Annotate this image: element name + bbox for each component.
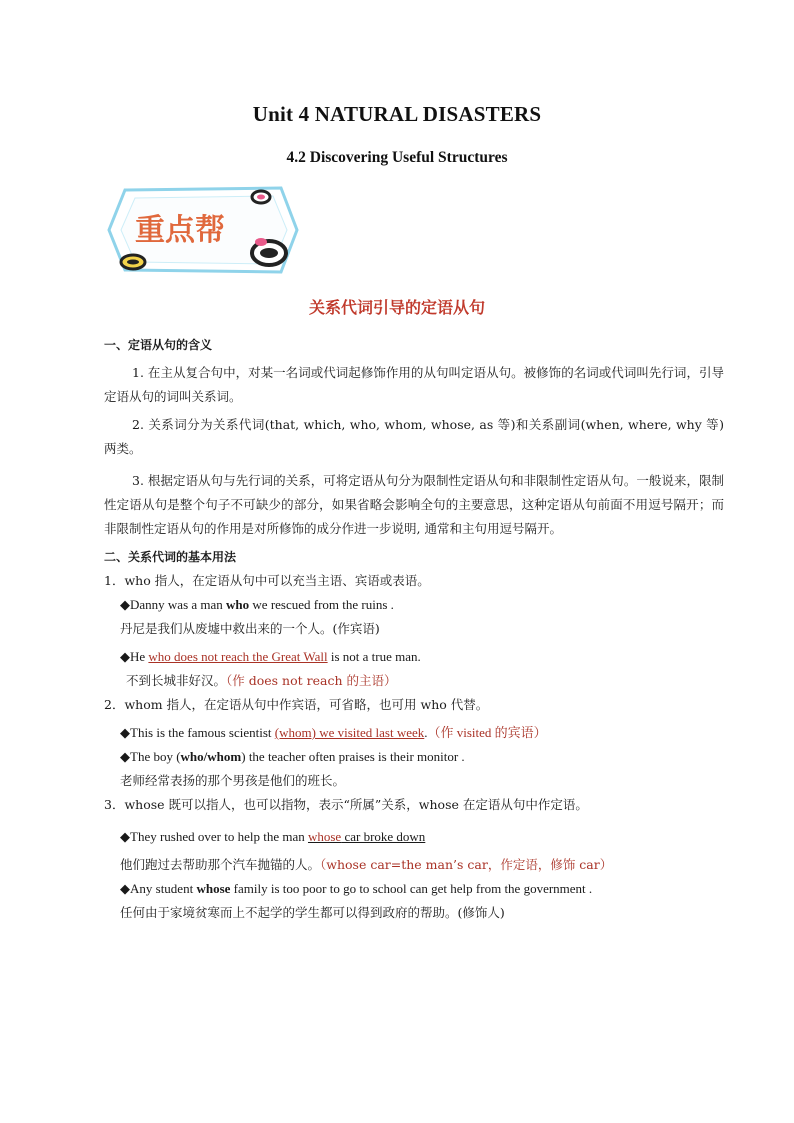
usage-item-whom: 2．whom 指人，在定语从句中作宾语，可省略，也可用 who 代替。	[104, 697, 489, 712]
heading-meaning: 一、定语从句的含义	[104, 338, 213, 352]
example-sentence: ◆This is the famous scientist (whom) we visited last week.（作 visited 的宾语）	[120, 725, 547, 740]
example-translation: 他们跑过去帮助那个汽车抛锚的人。（whose car=the man’s car，作定语，修饰 car）	[120, 857, 613, 872]
document-title: Unit 4 NATURAL DISASTERS	[252, 102, 542, 126]
example-sentence: ◆Any student whose family is too poor to go to school can get help from the government .	[120, 881, 593, 896]
example-sentence: ◆They rushed over to help the man whose car broke down	[120, 829, 426, 844]
paragraph-2: 2. 关系词分为关系代词(that, which, who, whom, whose, as 等)和关系副词(when, where, why 等)两类。	[104, 417, 724, 456]
key-points-badge	[103, 184, 303, 276]
example-sentence: ◆The boy (who/whom) the teacher often praises is their monitor .	[120, 749, 465, 764]
section-title: 关系代词引导的定语从句	[308, 298, 485, 317]
heading-usage: 二、关系代词的基本用法	[104, 550, 237, 564]
usage-item-whose: 3．whose 既可以指人，也可以指物，表示“所属”关系，whose 在定语从句中作定语。	[104, 797, 588, 812]
decorative-blob-icon	[121, 255, 145, 269]
decorative-blob-icon	[252, 191, 270, 203]
content-body	[104, 333, 724, 925]
paragraph-1: 1. 在主从复合句中，对某一名词或代词起修饰作用的从句叫定语从句。被修饰的名词或代词叫先行词，引导定语从句的词叫关系词。	[104, 365, 724, 404]
document-subtitle: 4.2 Discovering Useful Structures	[286, 149, 508, 166]
example-translation: 老师经常表扬的那个男孩是他们的班长。	[120, 773, 346, 788]
badge-label: 重点帮	[135, 213, 225, 248]
example-translation: 不到长城非好汉。（作 does not reach 的主语）	[126, 673, 397, 688]
paragraph-3: 3. 根据定语从句与先行词的关系，可将定语从句分为限制性定语从句和非限制性定语从句。一般说来，限制性定语从句是整个句子不可缺少的部分，如果省略会影响全句的主要意思，这种定语从句前面不用逗号隔开；而非限制性定语从句的作用是对所修饰的成分作进一步说明, 通常和主句用逗号隔开。	[104, 473, 724, 536]
example-translation: 丹尼是我们从废墟中救出来的一个人。(作宾语)	[120, 621, 380, 636]
usage-item-who: 1．who 指人，在定语从句中可以充当主语、宾语或表语。	[104, 573, 430, 588]
example-translation: 任何由于家境贫寒而上不起学的学生都可以得到政府的帮助。(修饰人)	[120, 905, 505, 920]
example-sentence: ◆Danny was a man who we rescued from the ruins .	[120, 597, 394, 612]
example-sentence: ◆He who does not reach the Great Wall is not a true man.	[120, 649, 421, 664]
